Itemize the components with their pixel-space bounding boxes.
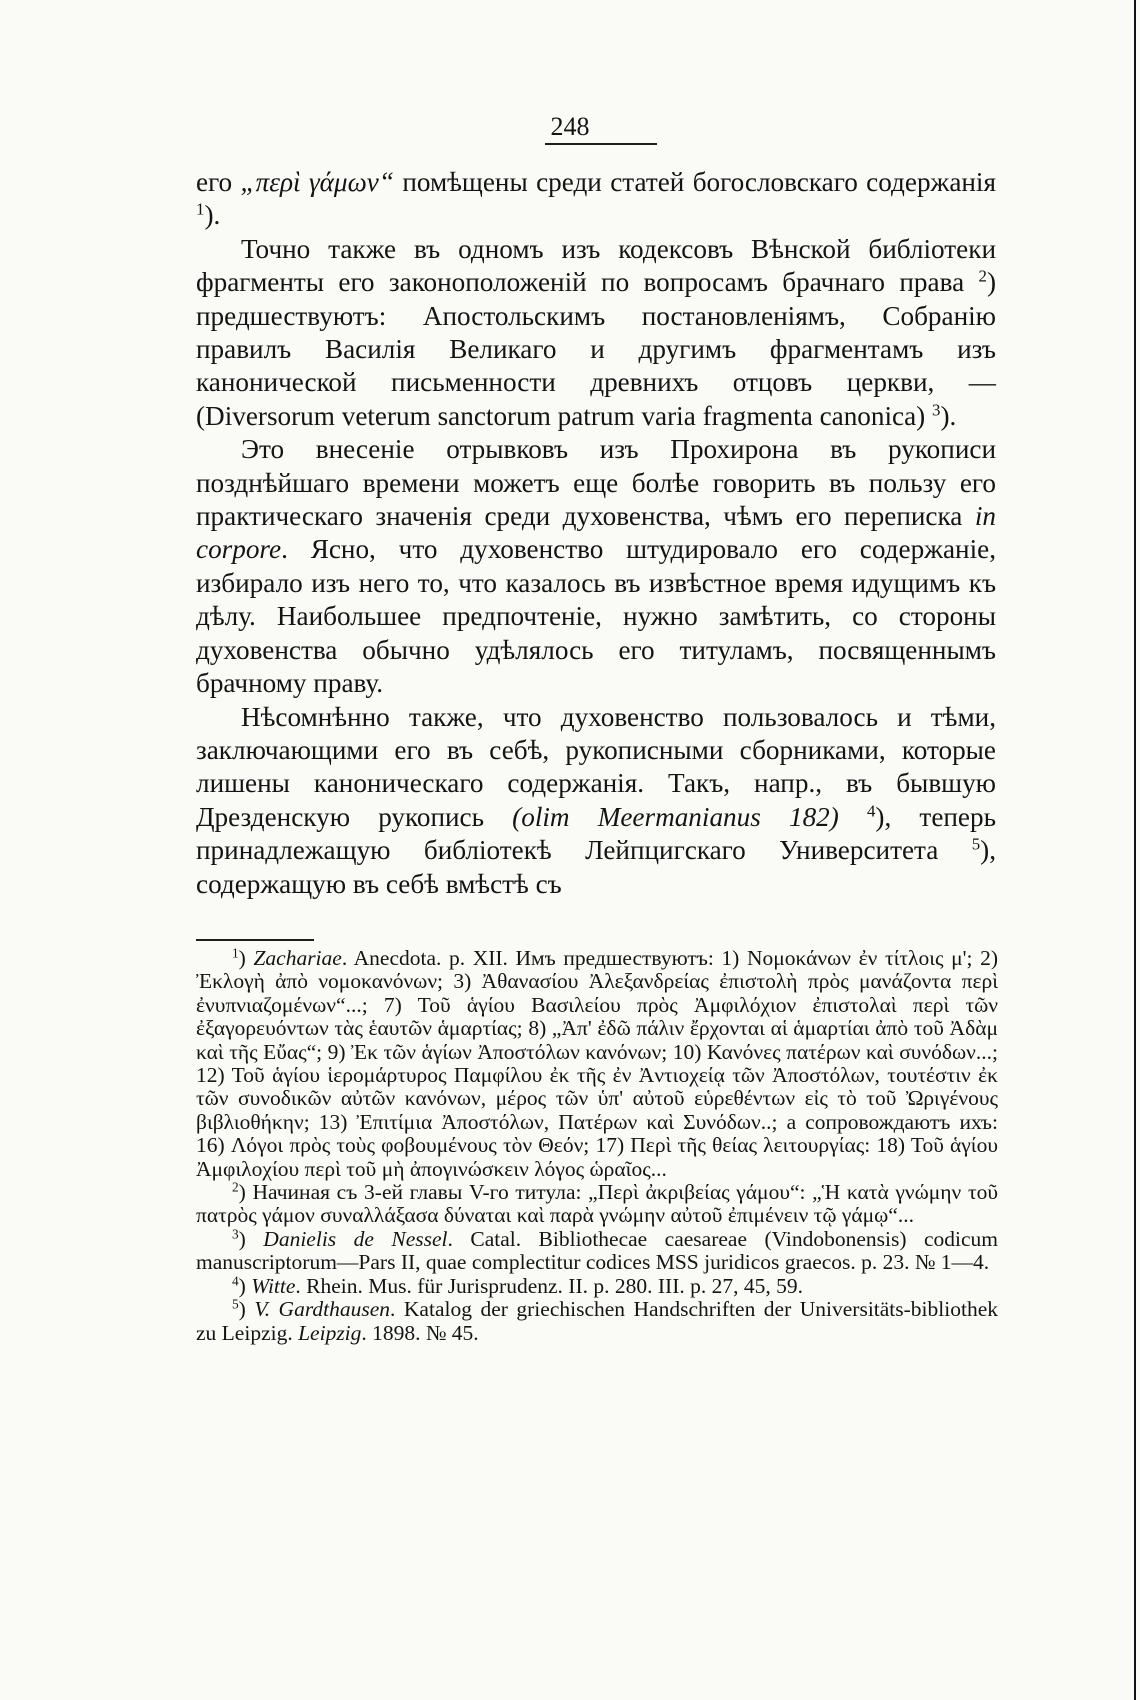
footnote-marker: 3 [232, 1226, 239, 1242]
footnote-author: Witte [251, 1273, 296, 1298]
footnote-1: $^1$) Zachariae. Anecdota. p. XII. Имъ предшествуютъ: 1) Νομοκάνων ἐν τίτλοις μ'; 2) Ἐκλογὴ ἀπὸ νομοκανόνων; 3) Ἀθανασίου Ἀλεξανδρείας ἐπιστολὴ πρὸς μανάζοντα περὶ ἐνυπνιαζομένων“...; 7) Τοῦ ἁγίου Βασιλείου πρὸς Ἀμφιλόχιον ἐπιστολαὶ περὶ τῶν ἐξαγορευόντων τὰς ἑαυτῶν ἁμαρτίας; 8) „Ἀπ' ἐδῶ πάλιν ἔρχονται αἱ ἁμαρτίαι ἀπὸ τοῦ Ἀδὰμ καὶ τῆς Εὔας“; 9) Ἐκ τῶν ἁγίων Ἀποστόλων κανόνων; 10) Κανόνες πατέρων καὶ συνόδων...; 12) Τοῦ ἁγίου ἱερομάρτυρος Παμφίλου ἐκ τῆς ἐν Ἀντιοχείᾳ τῶν Ἀποστόλων, τουτέστιν ἐκ τῶν συνοδικῶν αὐτῶν κανόνων, μέρος τῶν ὑπ' αὐτοῦ εὑρεθέντων εἰς τὸ τοῦ Ὠριγένους βιβλιοθήκην; 13) Ἐπιτίμια Ἀποστόλων, Πατέρων καὶ Συνόδων..; а сопровождаютъ ихъ: 16) Λόγοι πρὸς τοὺς φοβουμένους τὸν Θεόν; 17) Περὶ τῆς θείας λειτουργίας: 18) Τοῦ ἁγίου Ἀμφιλοχίου περὶ τοῦ μὴ ἀπογινώσκειν λόγος ὡραῖος... [196, 945, 998, 1181]
footnote-2: $^2$) Начиная съ 3-ей главы V-го титула: „Περὶ ἀκριβείας γάμου“: „Ἡ κατὰ γνώμην τοῦ πατρὸς γάμον συναλλάξασα δύναται καὶ παρὰ γνώμην αὐτοῦ ἐπιμένειν τῷ γάμῳ“... [196, 1179, 998, 1228]
paragraph-text: Точно также въ одномъ изъ кодексовъ Вѣнской библіотеки фрагменты его законоположеній по вопросамъ брачнаго права [196, 233, 996, 298]
page-number-rule [545, 143, 657, 145]
paragraph-text: Нѣсомнѣнно также, что духовенство пользовалось и тѣми, заключающими его въ себѣ, рукописными сборниками, которые лишены каноническаго содержанія. Такъ, напр., въ бывшую Дрезденскую рукопись [196, 701, 996, 832]
footnote-marker: 1 [232, 945, 239, 961]
footnote-text: . Rhein. Mus. für Jurisprudenz. II. p. 280. III. p. 27, 45, 59. [295, 1273, 803, 1298]
footnote-rule [196, 939, 314, 941]
paragraph-text: ), содержащую въ себѣ вмѣстѣ съ [196, 835, 996, 899]
footnote-author: Zachariae [253, 946, 342, 970]
footnote-4: $^4$) Witte. Rhein. Mus. für Jurisprudenz. II. p. 280. III. p. 27, 45, 59. [232, 1273, 803, 1298]
footnote-place: Leipzig [298, 1320, 362, 1345]
footnote-text: . Anecdota. p. XII. Имъ предшествуютъ: 1) Νομοκάνων ἐν τίτλοις μ'; 2) Ἐκλογὴ ἀπὸ νομοκανόνων; 3) Ἀθανασίου Ἀλεξανδρείας ἐπιστολὴ πρὸς μανάζοντα περὶ ἐνυπνιαζομένων“...; 7) Τοῦ ἁγίου Βασιλείου πρὸς Ἀμφιλόχιον ἐπιστολαὶ περὶ τῶν ἐξαγορευόντων τὰς ἑαυτῶν ἁμαρτίας; 8) „Ἀπ' ἐδῶ πάλιν ἔρχονται αἱ ἁμαρτίαι ἀπὸ τοῦ Ἀδὰμ καὶ τῆς Εὔας“; 9) Ἐκ τῶν ἁγίων Ἀποστόλων κανόνων; 10) Κανόνες πατέρων καὶ συνόδων...; 12) Τοῦ ἁγίου ἱερομάρτυρος Παμφίλου ἐκ τῆς ἐν Ἀντιοχείᾳ τῶν Ἀποστόλων, τουτέστιν ἐκ τῶν συνοδικῶν αὐτῶν κανόνων, μέρος τῶν ὑπ' αὐτοῦ εὑρεθέντων εἰς τὸ τοῦ Ὠριγένους βιβλιοθήκην; 13) Ἐπιτίμια Ἀποστόλων, Πατέρων καὶ Συνόδων..; а сопровождаютъ ихъ: 16) Λόγοι πρὸς τοὺς φοβουμένους τὸν Θεόν; 17) Περὶ τῆς θείας λειτουργίας: 18) Τοῦ ἁγίου Ἀμφιλοχίου περὶ τοῦ μὴ ἀπογινώσκειν λόγος ὡραῖος... [196, 946, 998, 1181]
paragraph-text: . Ясно, что духовенство штудировало его содержаніе, избирало изъ него то, что казалось въ извѣстное время идущимъ къ дѣлу. Наибольшее предпочтеніе, нужно замѣтить, со стороны духовенства обычно удѣлялось его титуламъ, посвященнымъ брачному праву. [196, 534, 996, 699]
footnote-text: Начиная съ 3-ей главы V-го титула: „Περὶ ἀκριβείας γάμου“: „Ἡ κατὰ γνώμην τοῦ πατρὸς γάμον συναλλάξασα δύναται καὶ παρὰ γνώμην αὐτοῦ ἐπιμένειν τῷ γάμῳ“... [196, 1180, 998, 1228]
footnote-author: V. Gardthausen [254, 1297, 391, 1322]
footnote-author: Danielis de Nessel [263, 1226, 448, 1251]
footnote-5: $^5$) V. Gardthausen. Katalog der griechischen Handschriften der Universitäts-bibliothek zu Leipzig. Leipzig. 1898. № 45. [196, 1296, 998, 1345]
footnote-marker: 2 [232, 1179, 239, 1195]
paragraph-text [839, 802, 867, 832]
paragraph-1 [196, 166, 996, 233]
page-binding-edge [1131, 0, 1140, 1700]
paragraph-text: Это внесеніе отрывковъ изъ Прохирона въ рукописи позднѣйшаго времени можетъ еще болѣе говорить въ пользу его практическаго значенія среди духовенства, чѣмъ его переписка [196, 434, 996, 532]
paragraph-text: ) предшествуютъ: Апостольскимъ постановленіямъ, Собранію правилъ Василія Великаго и другимъ фрагментамъ изъ канонической письменности древнихъ отцовъ церкви, — (Diversorum veterum sanctorum patrum varia fragmenta canonica) [196, 267, 996, 431]
paragraph-text: ), теперь принадлежащую библіотекѣ Лейпцигскаго Университета [196, 801, 996, 866]
footnote-ref: 1 [196, 200, 205, 220]
paragraph-text: ). [204, 200, 221, 231]
greek-title-quote: „περὶ γάμων“ [240, 167, 394, 197]
footnote-text: . Katalog der griechischen Handschriften der Universitäts-bibliothek zu Leipzig. [196, 1297, 998, 1345]
paragraph-4 [196, 701, 996, 901]
paragraph-3 [196, 433, 996, 700]
footnote-text: . 1898. № 45. [361, 1320, 479, 1345]
manuscript-reference: (olim Meermanianus 182) [512, 801, 839, 832]
paragraph-text: помѣщены среди статей богословскаго содержанія [393, 167, 996, 197]
footnote-marker: 4 [232, 1273, 239, 1289]
page-number: 248 [550, 112, 590, 141]
footnotes [196, 947, 998, 1345]
main-text [196, 166, 996, 901]
latin-phrase: in corpore [196, 501, 996, 565]
paragraph-text: ). [940, 400, 957, 431]
footnote-ref: 2 [978, 266, 987, 286]
paragraph-text: его [196, 167, 241, 197]
paragraph-2 [196, 233, 996, 433]
footnote-ref: 4 [866, 801, 876, 821]
footnote-marker: 5 [232, 1296, 239, 1312]
footnote-3: $^3$) Danielis de Nessel. Catal. Bibliothecae caesareae (Vindobonensis) codicum manuscriptorum—Pars II, quae complectitur codices MSS juridicos graecos. p. 23. № 1—4. [196, 1226, 998, 1275]
footnote-ref: 3 [932, 400, 941, 420]
footnote-text: . Catal. Bibliothecae caesareae (Vindobonensis) codicum manuscriptorum—Pars II, quae complectitur codices MSS juridicos graecos. p. 23. № 1—4. [196, 1226, 998, 1275]
footnote-ref: 5 [971, 834, 981, 854]
